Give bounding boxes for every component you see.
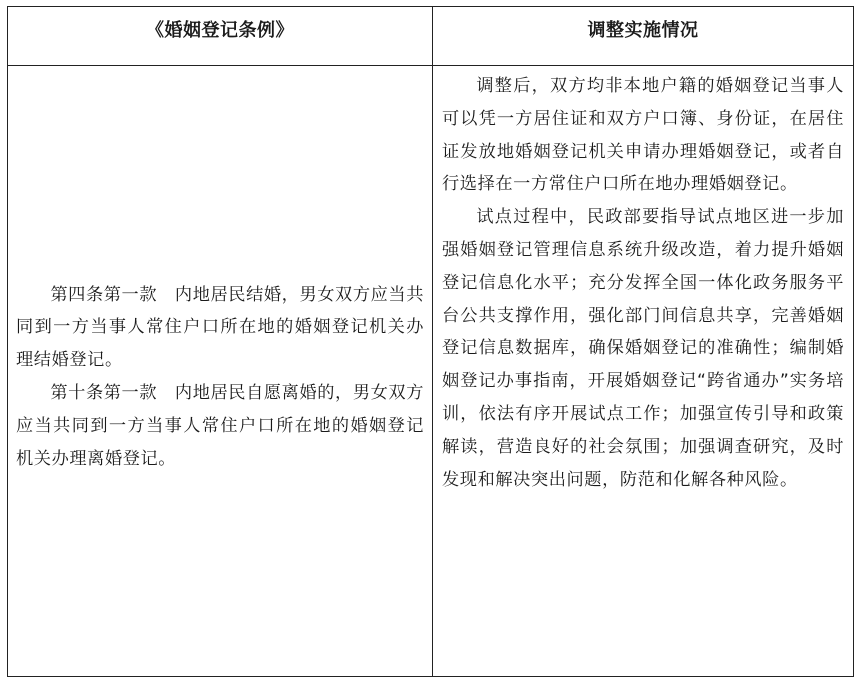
adjustment-paragraph: 调整后，双方均非本地户籍的婚姻登记当事人可以凭一方居住证和双方户口簿、身份证，在居住证发放地婚姻登记机关申请办理婚姻登记，或者自行选择在一方常住户口所在地办理婚姻登记。 xyxy=(442,76,844,195)
article-10-paragraph: 第十条第一款 内地居民自愿离婚的，男女双方应当共同到一方当事人常住户口所在地的婚姻登记机关办理离婚登记。 xyxy=(16,383,424,469)
table-header-row xyxy=(8,7,854,66)
article-4-paragraph: 第四条第一款 内地居民结婚，男女双方应当共同到一方当事人常住户口所在地的婚姻登记机关办理结婚登记。 xyxy=(16,284,424,371)
adjustment-details-cell xyxy=(433,66,854,677)
header-adjustment-title: 调整实施情况 xyxy=(587,20,699,41)
header-cell-regulation xyxy=(8,7,433,66)
comparison-table xyxy=(7,6,854,677)
table-body-row xyxy=(8,66,854,677)
pilot-process-paragraph: 试点过程中，民政部要指导试点地区进一步加强婚姻登记管理信息系统升级改造，着力提升婚姻登记信息化水平；充分发挥全国一体化政务服务平台公共支撑作用，强化部门间信息共享，完善婚姻登记信息数据库，确保婚姻登记的准确性；编制婚姻登记办事指南，开展婚姻登记“跨省通办”实务培训，依法有序开展试点工作；加强宣传引导和政策解读，营造良好的社会氛围；加强调查研究，及时发现和解决突出问题，防范和化解各种风险。 xyxy=(442,207,844,490)
regulation-articles-cell xyxy=(8,66,433,677)
header-regulation-title: 《婚姻登记条例》 xyxy=(146,20,294,41)
header-cell-adjustment xyxy=(433,7,854,66)
